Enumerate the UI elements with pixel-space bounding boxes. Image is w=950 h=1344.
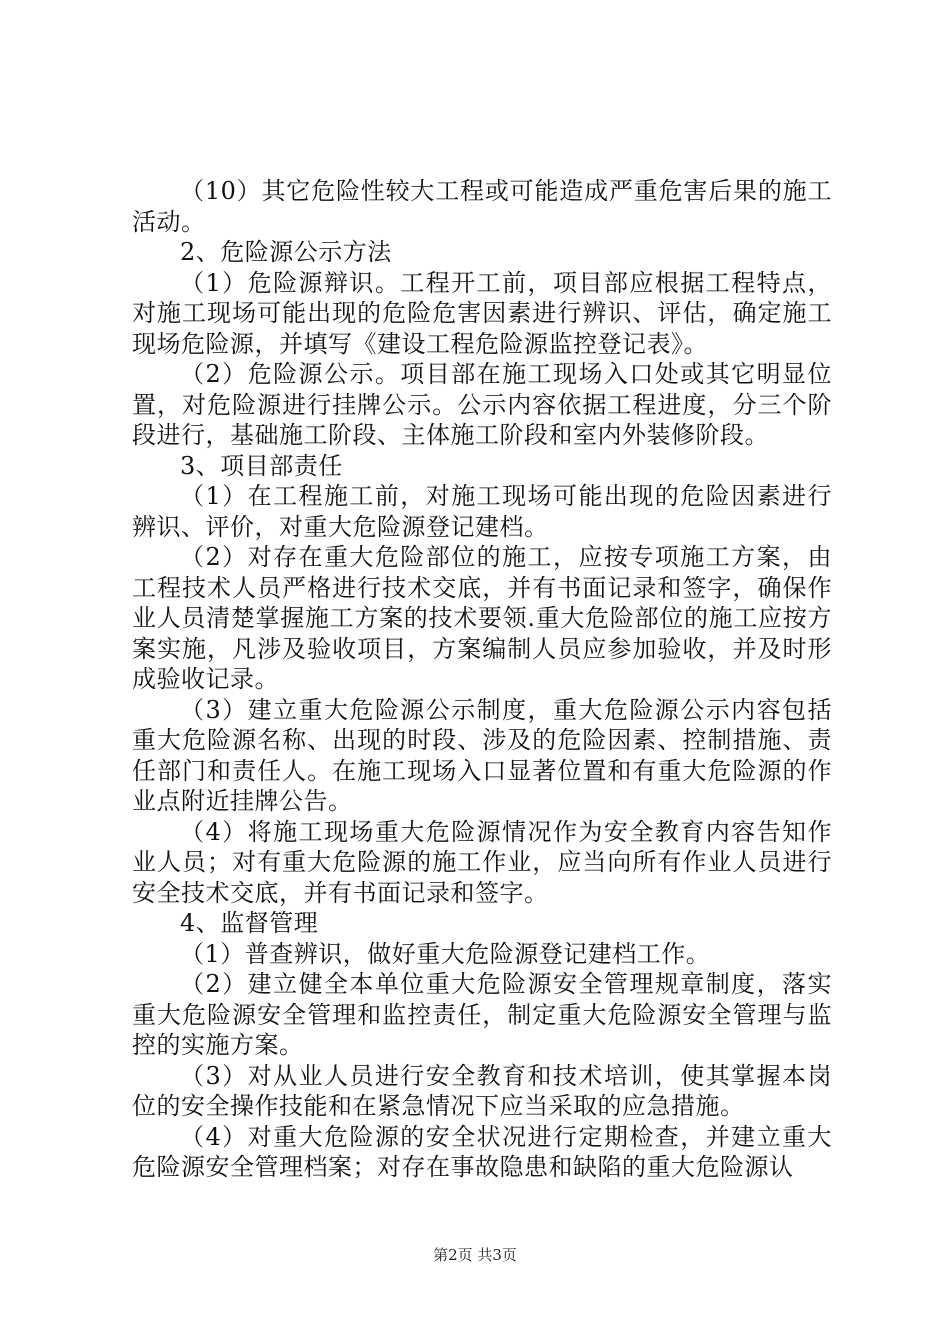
section-heading: 3、项目部责任 <box>180 451 343 480</box>
paragraph: （10）其它危险性较大工程或可能造成严重危害后果的施工活动。 <box>132 177 832 236</box>
paragraph: （4）将施工现场重大危险源情况作为安全教育内容告知作业人员；对有重大危险源的施工作业，应当向所有作业人员进行安全技术交底，并有书面记录和签字。 <box>132 817 832 907</box>
document-body <box>132 176 832 1183</box>
paragraph: （4）对重大危险源的安全状况进行定期检查，并建立重大危险源安全管理档案；对存在事故隐患和缺陷的重大危险源认 <box>132 1122 832 1181</box>
paragraph: （1）普查辨识，做好重大危险源登记建档工作。 <box>180 939 711 968</box>
section-heading: 2、危险源公示方法 <box>180 238 392 266</box>
page-footer: 第2页 共3页 <box>433 1246 517 1264</box>
paragraph: （3）对从业人员进行安全教育和技术培训，使其掌握本岗位的安全操作技能和在紧急情况下应当采取的应急措施。 <box>132 1061 832 1120</box>
paragraph: （3）建立重大危险源公示制度，重大危险源公示内容包括重大危险源名称、出现的时段、涉及的危险因素、控制措施、责任部门和责任人。在施工现场入口显著位置和有重大危险源的作业点附近挂牌公告。 <box>132 695 832 815</box>
paragraph: （2）危险源公示。项目部在施工现场入口处或其它明显位置，对危险源进行挂牌公示。公示内容依据工程进度，分三个阶段进行，基础施工阶段、主体施工阶段和室内外装修阶段。 <box>132 360 832 449</box>
paragraph: （2）对存在重大危险部位的施工，应按专项施工方案，由工程技术人员严格进行技术交底，并有书面记录和签字，确保作业人员清楚掌握施工方案的技术要领.重大危险部位的施工应按方案实施，凡涉及验收项目，方案编制人员应参加验收，并及时形成验收记录。 <box>132 543 832 693</box>
paragraph: （1）危险源辩识。工程开工前，项目部应根据工程特点，对施工现场可能出现的危险危害因素进行辨识、评估，确定施工现场危险源，并填写《建设工程危险源监控登记表》。 <box>132 268 832 358</box>
paragraph: （1）在工程施工前，对施工现场可能出现的危险因素进行辨识、评价，对重大危险源登记建档。 <box>132 482 832 541</box>
section-heading: 4、监督管理 <box>180 909 319 937</box>
paragraph: （2）建立健全本单位重大危险源安全管理规章制度，落实重大危险源安全管理和监控责任，制定重大危险源安全管理与监控的实施方案。 <box>132 970 832 1059</box>
